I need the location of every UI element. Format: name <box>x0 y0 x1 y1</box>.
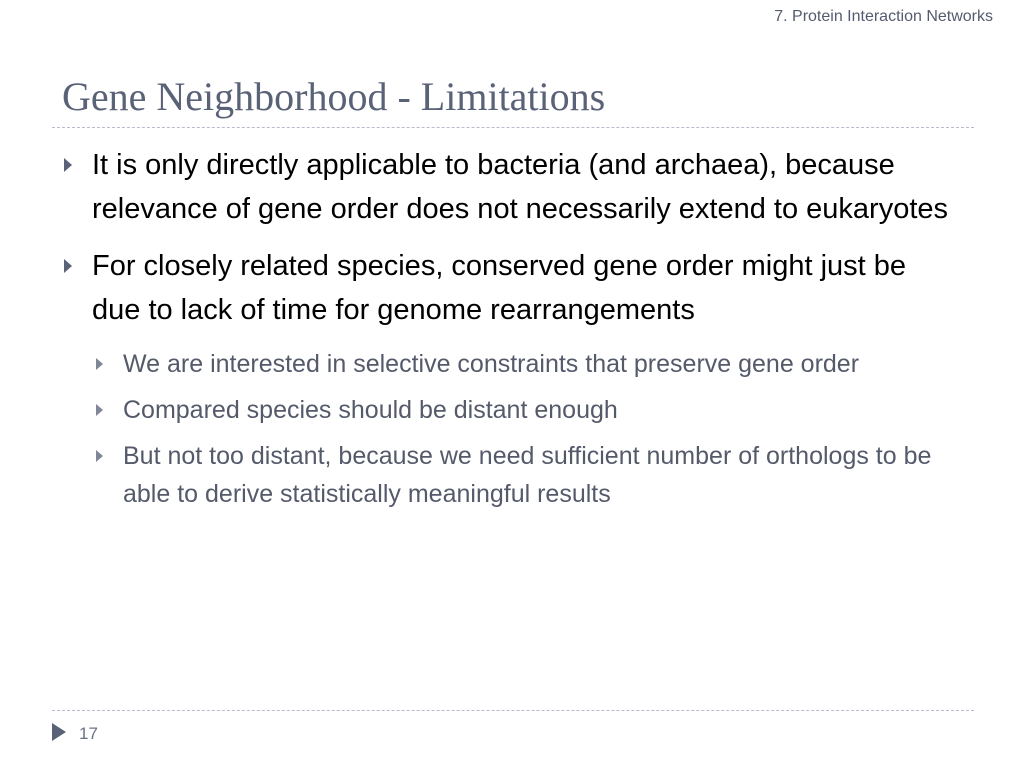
slide-title: Gene Neighborhood - Limitations <box>62 74 606 119</box>
slide-content <box>62 143 962 521</box>
page-number: 17 <box>79 724 98 743</box>
bullet-item <box>62 244 962 332</box>
footer-divider <box>52 710 974 711</box>
title-divider <box>52 127 974 128</box>
sub-bullet-item <box>94 345 962 383</box>
sub-bullet-text: We are interested in selective constraints that preserve gene order <box>123 350 860 378</box>
bullet-text: It is only directly applicable to bacteria (and archaea), because relevance of gene order does not necessarily extend to eukaryotes <box>92 149 949 225</box>
bullet-item <box>62 143 962 231</box>
sub-bullet-item <box>94 437 962 513</box>
sub-bullet-triangle-icon <box>96 404 103 416</box>
bullet-triangle-icon <box>64 259 72 273</box>
bullet-triangle-icon <box>64 158 72 172</box>
sub-bullet-text: But not too distant, because we need sufficient number of orthologs to be able to derive statistically meaningful results <box>123 442 932 508</box>
sub-bullet-triangle-icon <box>96 358 103 370</box>
play-triangle-icon <box>52 723 66 741</box>
sub-bullet-text: Compared species should be distant enough <box>123 396 618 424</box>
section-label: 7. Protein Interaction Networks <box>774 8 993 25</box>
bullet-text: For closely related species, conserved gene order might just be due to lack of time for genome rearrangements <box>92 250 907 326</box>
sub-bullet-triangle-icon <box>96 450 103 462</box>
sub-bullet-item <box>94 391 962 429</box>
